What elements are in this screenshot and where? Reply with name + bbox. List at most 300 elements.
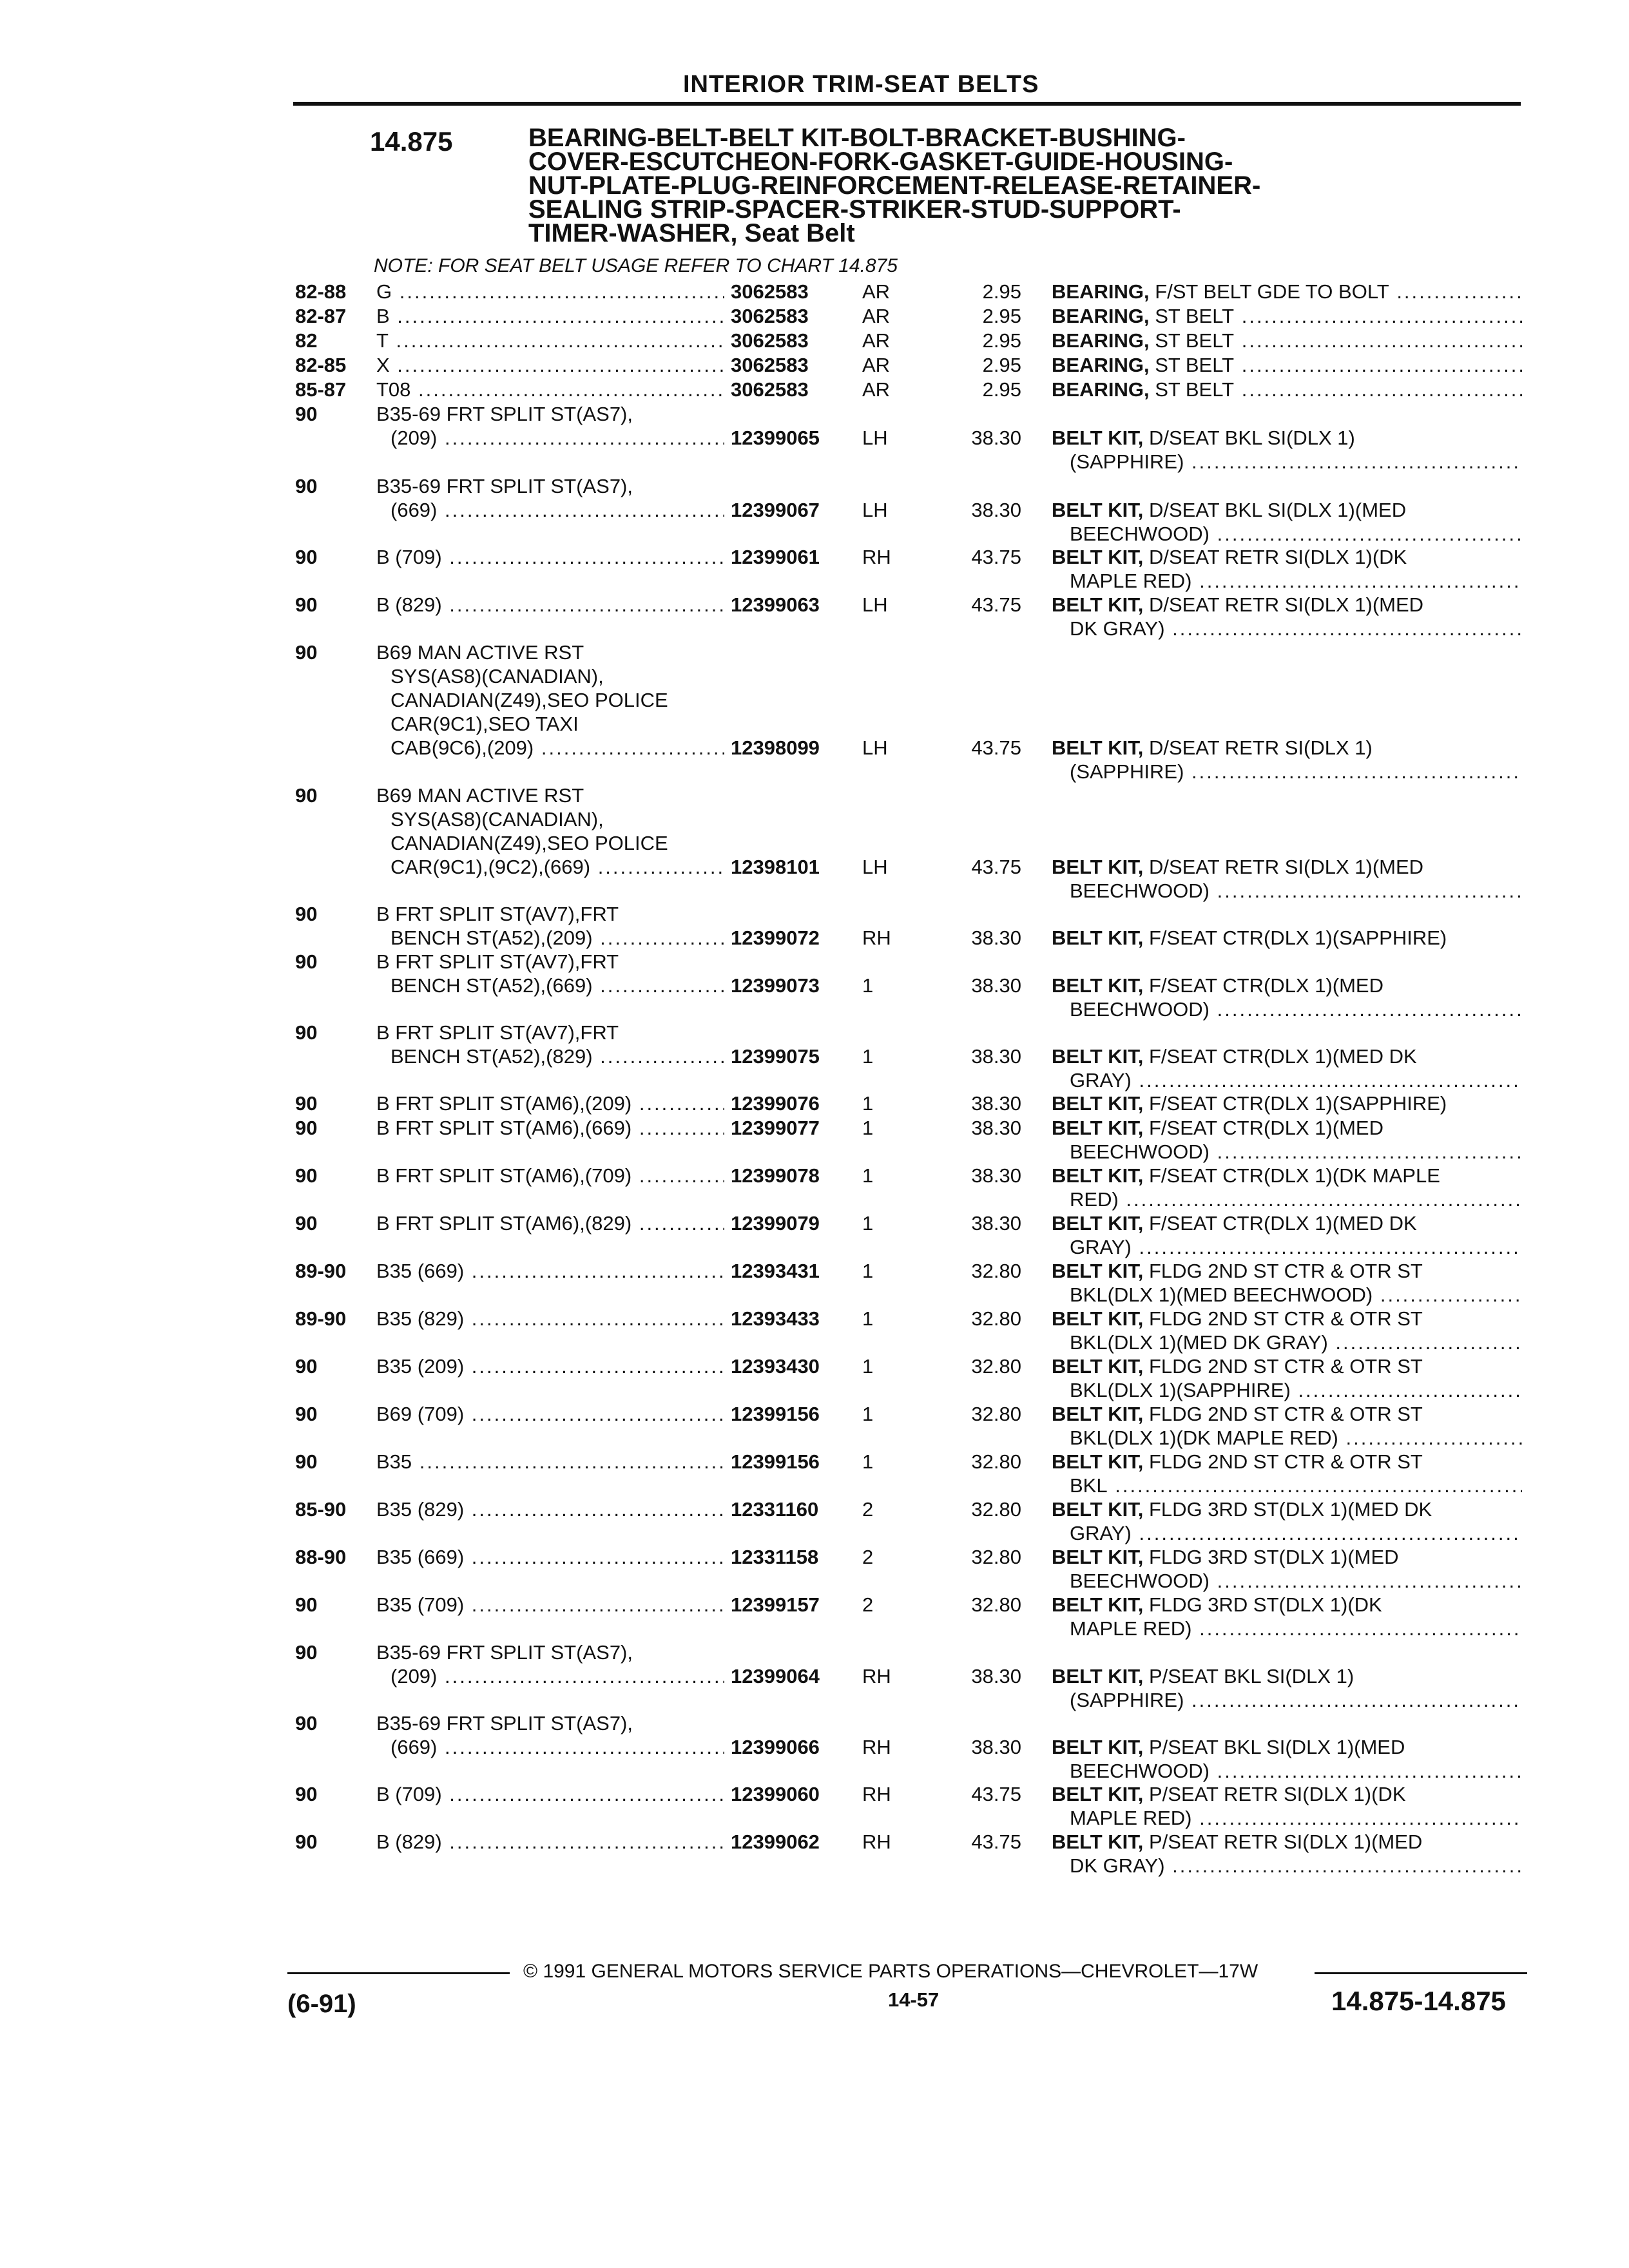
item-description: MAPLE RED) bbox=[1070, 570, 1192, 592]
quantity: 2 bbox=[862, 1593, 874, 1616]
part-number: 12399065 bbox=[731, 427, 820, 449]
description-line: CAB(9C6),(209) ..... bbox=[376, 736, 724, 760]
quantity: 1 bbox=[862, 974, 874, 997]
quantity: AR bbox=[862, 354, 891, 376]
part-number: 12393433 bbox=[731, 1307, 820, 1330]
part-number: 12399156 bbox=[731, 1450, 820, 1473]
description-line: B (829) ..... bbox=[376, 593, 724, 617]
item-description-line bbox=[1052, 736, 1522, 760]
price: 32.80 bbox=[971, 1546, 1021, 1568]
row-description bbox=[376, 402, 724, 450]
item-description-line bbox=[1052, 1593, 1522, 1617]
item-name-description bbox=[1052, 426, 1522, 474]
quantity: 1 bbox=[862, 1164, 874, 1187]
description-line: B35 (829) ..... bbox=[376, 1497, 724, 1521]
row-description bbox=[376, 1021, 724, 1068]
description-line: B FRT SPLIT ST(AM6),(829) ..... bbox=[376, 1211, 724, 1235]
item-description-line bbox=[1052, 1091, 1522, 1115]
price: 32.80 bbox=[971, 1403, 1021, 1425]
section-title-line: NUT-PLATE-PLUG-REINFORCEMENT-RELEASE-RETAINER- bbox=[528, 171, 1261, 200]
price: 38.30 bbox=[971, 1736, 1021, 1758]
row-description bbox=[376, 329, 724, 352]
item-name-description bbox=[1052, 378, 1522, 401]
quantity: LH bbox=[862, 593, 888, 616]
price: 32.80 bbox=[971, 1307, 1021, 1330]
price: 38.30 bbox=[971, 499, 1021, 521]
row-description bbox=[376, 1782, 724, 1806]
item-description: ST BELT bbox=[1155, 354, 1235, 376]
item-description: GRAY) bbox=[1070, 1522, 1132, 1544]
part-number: 3062583 bbox=[731, 280, 809, 303]
row-description bbox=[376, 783, 724, 879]
item-name: BELT KIT, bbox=[1052, 1117, 1144, 1139]
item-name: BELT KIT, bbox=[1052, 1546, 1144, 1568]
item-name: BELT KIT, bbox=[1052, 1593, 1144, 1616]
item-description: D/SEAT RETR SI(DLX 1) bbox=[1149, 736, 1373, 759]
item-name: BELT KIT, bbox=[1052, 1450, 1144, 1473]
item-name-description bbox=[1052, 855, 1522, 903]
description-line: CAR(9C1),SEO TAXI bbox=[390, 713, 579, 735]
item-description: BKL bbox=[1070, 1474, 1108, 1497]
row-description bbox=[376, 1211, 724, 1235]
item-description-line bbox=[1052, 1806, 1522, 1830]
part-number: 12399157 bbox=[731, 1593, 820, 1616]
price: 32.80 bbox=[971, 1593, 1021, 1616]
item-description-line bbox=[1052, 353, 1522, 377]
item-name: BELT KIT, bbox=[1052, 546, 1144, 568]
item-name-description bbox=[1052, 1116, 1522, 1164]
row-year: 90 bbox=[295, 1403, 318, 1425]
part-number: 12331158 bbox=[731, 1546, 819, 1568]
description-line: B (829) ..... bbox=[376, 1830, 724, 1854]
quantity: RH bbox=[862, 927, 891, 949]
row-year: 90 bbox=[295, 593, 318, 616]
description-line: B35-69 FRT SPLIT ST(AS7), bbox=[376, 1712, 633, 1735]
item-description: GRAY) bbox=[1070, 1069, 1132, 1091]
part-number: 12399076 bbox=[731, 1092, 820, 1115]
item-name-description bbox=[1052, 1497, 1522, 1545]
item-description: D/SEAT RETR SI(DLX 1)(DK bbox=[1149, 546, 1407, 568]
row-description bbox=[376, 280, 724, 303]
row-year: 90 bbox=[295, 403, 318, 425]
item-description-line bbox=[1052, 498, 1522, 522]
item-description-line bbox=[1052, 1140, 1522, 1164]
description-line: B35 (829) ..... bbox=[376, 1307, 724, 1331]
row-description bbox=[376, 1259, 724, 1283]
description-line: B FRT SPLIT ST(AV7),FRT bbox=[376, 903, 619, 925]
item-description-line bbox=[1052, 760, 1522, 783]
price: 43.75 bbox=[971, 546, 1021, 568]
item-description: D/SEAT RETR SI(DLX 1)(MED bbox=[1149, 593, 1424, 616]
item-name: BELT KIT, bbox=[1052, 593, 1144, 616]
item-description-line bbox=[1052, 1378, 1522, 1402]
item-name: BELT KIT, bbox=[1052, 1736, 1144, 1758]
item-name: BELT KIT, bbox=[1052, 1403, 1144, 1425]
row-year: 90 bbox=[295, 641, 318, 664]
item-description-line bbox=[1052, 378, 1522, 401]
description-line: BENCH ST(A52),(209) ..... bbox=[376, 926, 724, 950]
row-description bbox=[376, 1830, 724, 1854]
row-description bbox=[376, 304, 724, 328]
item-description-line bbox=[1052, 1068, 1522, 1092]
description-line: X ..... bbox=[376, 353, 724, 377]
part-number: 12399061 bbox=[731, 546, 820, 568]
item-name: BEARING, bbox=[1052, 329, 1150, 352]
item-description-line bbox=[1052, 304, 1522, 328]
section-title-line: COVER-ESCUTCHEON-FORK-GASKET-GUIDE-HOUSING- bbox=[528, 148, 1233, 176]
item-description-line bbox=[1052, 1116, 1522, 1140]
part-number: 12399066 bbox=[731, 1736, 820, 1758]
item-description-line bbox=[1052, 280, 1522, 303]
item-name: BELT KIT, bbox=[1052, 1665, 1144, 1687]
item-description-line bbox=[1052, 1044, 1522, 1068]
row-description bbox=[376, 474, 724, 522]
description-line: BENCH ST(A52),(829) ..... bbox=[376, 1044, 724, 1068]
description-line: B35 (209) ..... bbox=[376, 1354, 724, 1378]
description-line: (669) ..... bbox=[376, 1735, 724, 1759]
row-year: 90 bbox=[295, 1831, 318, 1853]
item-name: BELT KIT, bbox=[1052, 1498, 1144, 1521]
row-description bbox=[376, 1640, 724, 1688]
row-description bbox=[376, 950, 724, 997]
item-description-line bbox=[1052, 1521, 1522, 1545]
price: 38.30 bbox=[971, 974, 1021, 997]
item-name: BELT KIT, bbox=[1052, 1260, 1144, 1282]
item-name-description bbox=[1052, 1402, 1522, 1450]
item-name: BELT KIT, bbox=[1052, 499, 1144, 521]
price: 38.30 bbox=[971, 927, 1021, 949]
item-description-line bbox=[1052, 1402, 1522, 1426]
item-description-line bbox=[1052, 1307, 1522, 1331]
quantity: 1 bbox=[862, 1092, 874, 1115]
footer-section-range: 14.875-14.875 bbox=[1331, 1986, 1506, 2016]
item-description-line bbox=[1052, 1735, 1522, 1759]
item-name-description bbox=[1052, 1044, 1522, 1092]
row-description bbox=[376, 378, 724, 401]
item-description: P/SEAT RETR SI(DLX 1)(MED bbox=[1149, 1831, 1423, 1853]
description-line: CANADIAN(Z49),SEO POLICE bbox=[390, 832, 668, 854]
item-description: ST BELT bbox=[1155, 378, 1235, 401]
part-number: 12399072 bbox=[731, 927, 820, 949]
description-line: B69 MAN ACTIVE RST bbox=[376, 641, 584, 664]
item-name: BEARING, bbox=[1052, 354, 1150, 376]
description-line: (209) ..... bbox=[376, 1664, 724, 1688]
row-year: 90 bbox=[295, 1355, 318, 1378]
item-description-line bbox=[1052, 522, 1522, 546]
item-description-line bbox=[1052, 450, 1522, 474]
quantity: RH bbox=[862, 1736, 891, 1758]
item-description: DK GRAY) bbox=[1070, 617, 1165, 640]
description-line: B35 (709) ..... bbox=[376, 1593, 724, 1617]
row-year: 90 bbox=[295, 1212, 318, 1235]
price: 32.80 bbox=[971, 1450, 1021, 1473]
description-line: B ..... bbox=[376, 304, 724, 328]
price: 38.30 bbox=[971, 1045, 1021, 1068]
item-description: F/SEAT CTR(DLX 1)(DK MAPLE bbox=[1149, 1164, 1440, 1187]
item-description: P/SEAT BKL SI(DLX 1) bbox=[1149, 1665, 1354, 1687]
description-line: G ..... bbox=[376, 280, 724, 303]
price: 2.95 bbox=[982, 329, 1021, 352]
item-description: F/SEAT CTR(DLX 1)(SAPPHIRE) bbox=[1149, 1092, 1447, 1115]
price: 32.80 bbox=[971, 1355, 1021, 1378]
item-name-description bbox=[1052, 545, 1522, 593]
item-description-line bbox=[1052, 879, 1522, 903]
description-line: T08 ..... bbox=[376, 378, 724, 401]
section-title bbox=[528, 126, 1534, 245]
description-line: B FRT SPLIT ST(AV7),FRT bbox=[376, 950, 619, 973]
description-line: B35 (669) ..... bbox=[376, 1259, 724, 1283]
item-name-description bbox=[1052, 736, 1522, 783]
row-year: 82-88 bbox=[295, 280, 347, 303]
quantity: 1 bbox=[862, 1355, 874, 1378]
item-name: BELT KIT, bbox=[1052, 974, 1144, 997]
description-line: T ..... bbox=[376, 329, 724, 352]
item-description: BEECHWOOD) bbox=[1070, 998, 1210, 1021]
part-number: 12399060 bbox=[731, 1783, 820, 1805]
description-line: BENCH ST(A52),(669) ..... bbox=[376, 974, 724, 997]
part-number: 3062583 bbox=[731, 378, 809, 401]
item-name-description bbox=[1052, 329, 1522, 352]
part-number: 12399063 bbox=[731, 593, 820, 616]
row-year: 88-90 bbox=[295, 1546, 347, 1568]
price: 43.75 bbox=[971, 736, 1021, 759]
quantity: RH bbox=[862, 546, 891, 568]
item-name: BELT KIT, bbox=[1052, 736, 1144, 759]
item-name-description bbox=[1052, 1735, 1522, 1783]
item-description: BEECHWOOD) bbox=[1070, 879, 1210, 902]
item-name: BEARING, bbox=[1052, 305, 1150, 327]
description-line: B (709) ..... bbox=[376, 545, 724, 569]
row-year: 82-87 bbox=[295, 305, 347, 327]
item-name: BELT KIT, bbox=[1052, 1164, 1144, 1187]
quantity: 2 bbox=[862, 1498, 874, 1521]
part-number: 12399077 bbox=[731, 1117, 820, 1139]
description-line: B35 ..... bbox=[376, 1450, 724, 1474]
row-year: 82 bbox=[295, 329, 318, 352]
item-description: BKL(DLX 1)(MED BEECHWOOD) bbox=[1070, 1283, 1373, 1306]
item-description-line bbox=[1052, 426, 1522, 450]
part-number: 12399062 bbox=[731, 1831, 820, 1853]
item-name-description bbox=[1052, 1211, 1522, 1259]
quantity: AR bbox=[862, 378, 891, 401]
item-name: BELT KIT, bbox=[1052, 1092, 1144, 1115]
price: 43.75 bbox=[971, 856, 1021, 878]
row-year: 90 bbox=[295, 1783, 318, 1805]
description-line: (209) ..... bbox=[376, 426, 724, 450]
item-description-line bbox=[1052, 1497, 1522, 1521]
item-name: BELT KIT, bbox=[1052, 1355, 1144, 1378]
header-rule bbox=[293, 102, 1521, 106]
row-description bbox=[376, 1711, 724, 1759]
description-line: B (709) ..... bbox=[376, 1782, 724, 1806]
description-line: B35-69 FRT SPLIT ST(AS7), bbox=[376, 403, 633, 425]
item-description: GRAY) bbox=[1070, 1236, 1132, 1258]
description-line: (669) ..... bbox=[376, 498, 724, 522]
item-description: FLDG 2ND ST CTR & OTR ST bbox=[1149, 1450, 1423, 1473]
quantity: LH bbox=[862, 427, 888, 449]
description-line: CAR(9C1),(9C2),(669) ..... bbox=[376, 855, 724, 879]
item-description: D/SEAT BKL SI(DLX 1) bbox=[1149, 427, 1355, 449]
item-name-description bbox=[1052, 1593, 1522, 1640]
item-description-line bbox=[1052, 1830, 1522, 1854]
row-description bbox=[376, 1354, 724, 1378]
item-description: BKL(DLX 1)(SAPPHIRE) bbox=[1070, 1379, 1291, 1401]
item-description-line bbox=[1052, 545, 1522, 569]
part-number: 3062583 bbox=[731, 305, 809, 327]
row-year: 90 bbox=[295, 903, 318, 925]
section-number: 14.875 bbox=[370, 126, 453, 157]
item-name-description bbox=[1052, 304, 1522, 328]
description-line: B FRT SPLIT ST(AM6),(709) ..... bbox=[376, 1164, 724, 1187]
item-description-line bbox=[1052, 1187, 1522, 1211]
item-name-description bbox=[1052, 1830, 1522, 1878]
item-name-description bbox=[1052, 593, 1522, 640]
item-description-line bbox=[1052, 1354, 1522, 1378]
item-description: D/SEAT BKL SI(DLX 1)(MED bbox=[1149, 499, 1407, 521]
row-description bbox=[376, 1450, 724, 1474]
row-description bbox=[376, 1593, 724, 1617]
item-name-description bbox=[1052, 1545, 1522, 1593]
item-description-line bbox=[1052, 1235, 1522, 1259]
quantity: RH bbox=[862, 1783, 891, 1805]
item-description-line bbox=[1052, 1474, 1522, 1497]
item-description-line bbox=[1052, 1211, 1522, 1235]
item-name-description bbox=[1052, 974, 1522, 1021]
description-line: B FRT SPLIT ST(AM6),(669) ..... bbox=[376, 1116, 724, 1140]
row-year: 90 bbox=[295, 1164, 318, 1187]
quantity: 1 bbox=[862, 1403, 874, 1425]
item-description: (SAPPHIRE) bbox=[1070, 450, 1184, 473]
price: 2.95 bbox=[982, 378, 1021, 401]
row-year: 90 bbox=[295, 1021, 318, 1044]
item-description-line bbox=[1052, 329, 1522, 352]
item-name-description bbox=[1052, 1259, 1522, 1307]
description-line: B35-69 FRT SPLIT ST(AS7), bbox=[376, 475, 633, 497]
description-line: B35 (669) ..... bbox=[376, 1545, 724, 1569]
item-description-line bbox=[1052, 1164, 1522, 1187]
price: 43.75 bbox=[971, 1831, 1021, 1853]
item-description: F/SEAT CTR(DLX 1)(MED DK bbox=[1149, 1045, 1417, 1068]
price: 38.30 bbox=[971, 1212, 1021, 1235]
item-name-description bbox=[1052, 1307, 1522, 1354]
item-description: BKL(DLX 1)(DK MAPLE RED) bbox=[1070, 1427, 1338, 1449]
row-description bbox=[376, 545, 724, 569]
quantity: AR bbox=[862, 280, 891, 303]
item-description-line bbox=[1052, 1759, 1522, 1783]
part-number: 12399078 bbox=[731, 1164, 820, 1187]
item-description: P/SEAT RETR SI(DLX 1)(DK bbox=[1149, 1783, 1406, 1805]
item-name-description bbox=[1052, 353, 1522, 377]
description-line: SYS(AS8)(CANADIAN), bbox=[390, 665, 604, 687]
price: 32.80 bbox=[971, 1498, 1021, 1521]
item-name: BELT KIT, bbox=[1052, 856, 1144, 878]
page-header-title: INTERIOR TRIM-SEAT BELTS bbox=[683, 71, 1039, 98]
item-name: BEARING, bbox=[1052, 378, 1150, 401]
price: 43.75 bbox=[971, 593, 1021, 616]
section-title-line: SEALING STRIP-SPACER-STRIKER-STUD-SUPPORT- bbox=[528, 195, 1181, 224]
part-number: 12399064 bbox=[731, 1665, 820, 1687]
item-description-line bbox=[1052, 1283, 1522, 1307]
row-year: 89-90 bbox=[295, 1260, 347, 1282]
description-line: B FRT SPLIT ST(AV7),FRT bbox=[376, 1021, 619, 1044]
row-description bbox=[376, 1497, 724, 1521]
item-description-line bbox=[1052, 1782, 1522, 1806]
item-name-description bbox=[1052, 926, 1522, 950]
item-description: FLDG 3RD ST(DLX 1)(MED DK bbox=[1149, 1498, 1432, 1521]
description-line: B35-69 FRT SPLIT ST(AS7), bbox=[376, 1641, 633, 1664]
row-year: 90 bbox=[295, 546, 318, 568]
footer-rule-left bbox=[287, 1972, 510, 1974]
item-description-line bbox=[1052, 974, 1522, 997]
item-description: F/SEAT CTR(DLX 1)(SAPPHIRE) bbox=[1149, 927, 1447, 949]
row-description bbox=[376, 640, 724, 760]
price: 38.30 bbox=[971, 1092, 1021, 1115]
quantity: 1 bbox=[862, 1117, 874, 1139]
footer-copyright: © 1991 GENERAL MOTORS SERVICE PARTS OPERATIONS—CHEVROLET—17W bbox=[523, 1961, 1258, 1982]
item-name-description bbox=[1052, 1354, 1522, 1402]
row-description bbox=[376, 593, 724, 617]
part-number: 12399075 bbox=[731, 1045, 820, 1068]
item-description-line bbox=[1052, 617, 1522, 640]
section-title-line: BEARING-BELT-BELT KIT-BOLT-BRACKET-BUSHING- bbox=[528, 124, 1186, 152]
item-description: BEECHWOOD) bbox=[1070, 1570, 1210, 1592]
description-line: SYS(AS8)(CANADIAN), bbox=[390, 808, 604, 831]
item-description-line bbox=[1052, 1450, 1522, 1474]
item-description-line bbox=[1052, 1617, 1522, 1640]
item-description: P/SEAT BKL SI(DLX 1)(MED bbox=[1149, 1736, 1405, 1758]
item-description: F/SEAT CTR(DLX 1)(MED bbox=[1149, 1117, 1383, 1139]
item-description: FLDG 3RD ST(DLX 1)(DK bbox=[1149, 1593, 1382, 1616]
part-number: 3062583 bbox=[731, 354, 809, 376]
item-name: BELT KIT, bbox=[1052, 1307, 1144, 1330]
footer-page-number: 14-57 bbox=[888, 1988, 940, 2011]
item-description: BEECHWOOD) bbox=[1070, 1760, 1210, 1782]
item-description: (SAPPHIRE) bbox=[1070, 1689, 1184, 1711]
part-number: 12398099 bbox=[731, 736, 820, 759]
quantity: 1 bbox=[862, 1212, 874, 1235]
item-description-line bbox=[1052, 1569, 1522, 1593]
item-name: BELT KIT, bbox=[1052, 1212, 1144, 1235]
item-name: BELT KIT, bbox=[1052, 927, 1144, 949]
row-year: 89-90 bbox=[295, 1307, 347, 1330]
quantity: LH bbox=[862, 736, 888, 759]
item-name: BELT KIT, bbox=[1052, 427, 1144, 449]
row-description bbox=[376, 1545, 724, 1569]
price: 38.30 bbox=[971, 427, 1021, 449]
price: 38.30 bbox=[971, 1117, 1021, 1139]
description-line: B69 MAN ACTIVE RST bbox=[376, 784, 584, 807]
quantity: 1 bbox=[862, 1260, 874, 1282]
quantity: AR bbox=[862, 329, 891, 352]
item-description: MAPLE RED) bbox=[1070, 1807, 1192, 1829]
part-number: 12331160 bbox=[731, 1498, 819, 1521]
row-year: 85-87 bbox=[295, 378, 347, 401]
item-description: DK GRAY) bbox=[1070, 1854, 1165, 1877]
footer-rule-right bbox=[1315, 1972, 1527, 1974]
item-description: F/SEAT CTR(DLX 1)(MED bbox=[1149, 974, 1383, 997]
item-description: MAPLE RED) bbox=[1070, 1617, 1192, 1640]
item-description-line bbox=[1052, 1426, 1522, 1450]
item-name-description bbox=[1052, 1091, 1522, 1115]
item-description: D/SEAT RETR SI(DLX 1)(MED bbox=[1149, 856, 1424, 878]
usage-note: NOTE: FOR SEAT BELT USAGE REFER TO CHART 14.875 bbox=[374, 255, 898, 276]
item-description-line bbox=[1052, 1854, 1522, 1878]
row-year: 90 bbox=[295, 1092, 318, 1115]
item-description: FLDG 3RD ST(DLX 1)(MED bbox=[1149, 1546, 1399, 1568]
part-number: 12393430 bbox=[731, 1355, 820, 1378]
item-description: (SAPPHIRE) bbox=[1070, 760, 1184, 783]
part-number: 12399067 bbox=[731, 499, 820, 521]
